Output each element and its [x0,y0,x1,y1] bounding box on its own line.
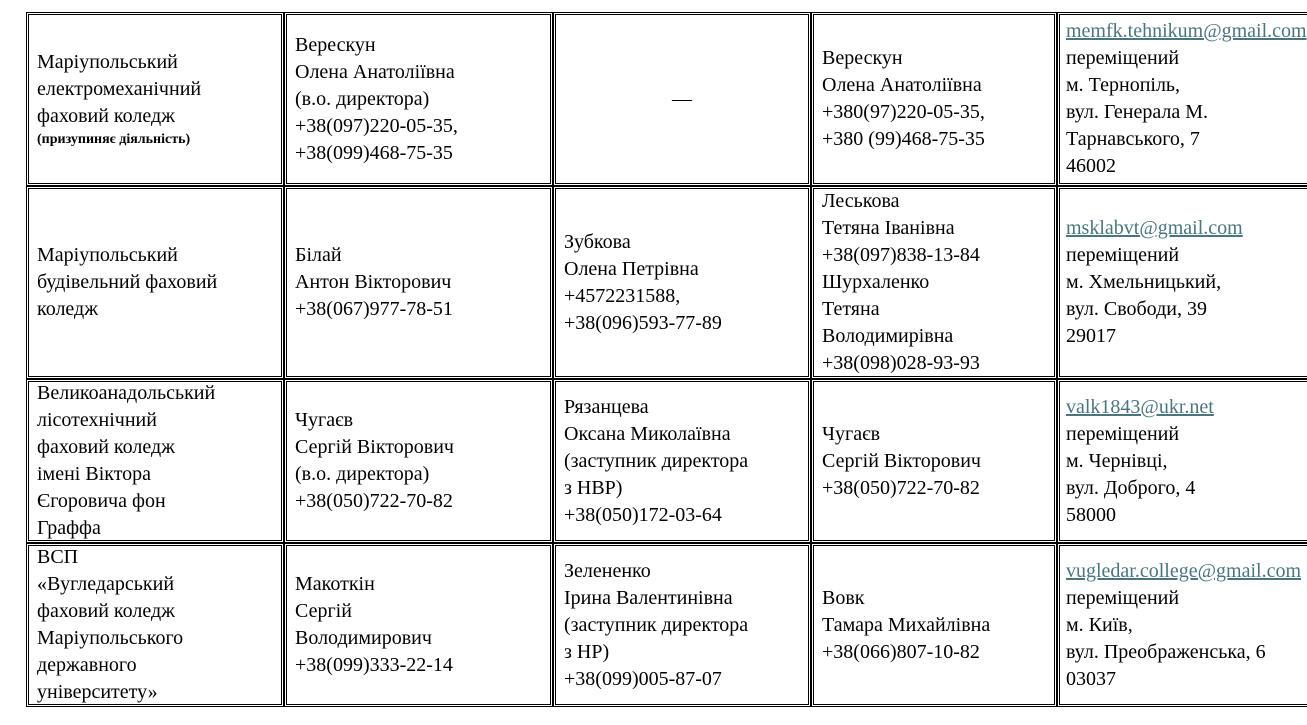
contact-person-cell [811,186,1057,379]
deputy-line: з НВР) [564,476,623,499]
contact-line: Володимирівна [822,325,954,347]
deputy-line: Олена Петрівна [564,257,699,280]
contact-line: +38(066)807-10-82 [822,640,980,663]
address-line: м. Тернопіль, [1066,74,1181,96]
deputy-line: Ірина Валентинівна [564,586,733,609]
director-cell [284,186,553,379]
contact-line: Тетяна [822,298,880,320]
contact-person-cell [811,379,1057,543]
deputy-line: Зелененко [564,559,651,582]
director-line: (в.о. директора) [295,463,430,485]
director-line: Сергій [295,600,352,622]
college-name-line: «Вугледарський [37,573,175,595]
director-cell [284,543,553,707]
college-name-line: Граффа [37,517,101,539]
director-cell [284,379,553,543]
college-name-cell [26,543,284,707]
deputy-line: +38(099)005-87-07 [564,667,722,690]
contact-line: Сергій Вікторович [822,449,981,472]
address-line: 29017 [1066,325,1116,347]
director-line: +38(067)977-78-51 [295,298,453,320]
director-line: +38(050)722-70-82 [295,490,453,512]
deputy-line: з НР) [564,640,610,663]
contact-line: Вовк [822,586,865,609]
contact-line: Тамара Михайлівна [822,613,991,636]
table-row [26,12,1307,186]
contact-line: Олена Анатоліївна [822,74,982,96]
college-name-line: Маріупольський [37,244,178,266]
college-name-line: електромеханічний [37,77,202,100]
deputy-line: Оксана Миколаївна [564,422,731,445]
table-row [26,186,1307,379]
college-name-line: університету» [37,681,158,703]
email-link[interactable]: valk1843@ukr.net [1066,395,1214,418]
table-row [26,543,1307,707]
college-name-cell [26,379,284,543]
deputy-line: Рязанцева [564,395,649,418]
email-link[interactable]: msklabvt@gmail.com [1066,217,1243,239]
director-line: Чугаєв [295,409,354,431]
director-line: Макоткін [295,573,375,595]
deputy-line: +38(096)593-77-89 [564,311,722,334]
colleges-table [26,12,1307,707]
college-name-line: Великоанадольський [37,382,216,404]
contact-person-cell [811,543,1057,707]
college-name-cell [26,186,284,379]
address-line: 03037 [1066,667,1116,690]
deputy-line: Зубкова [564,230,631,253]
contact-line: Верескун [822,47,903,69]
college-name-line: лісотехнічний [37,409,157,431]
address-line: переміщений [1066,244,1180,266]
college-name-line: державного [37,654,137,676]
address-line: м. Хмельницький, [1066,271,1222,293]
contact-line: Чугаєв [822,422,881,445]
director-line: +38(099)333-22-14 [295,654,453,676]
college-name-line: Маріупольський [37,50,178,73]
address-line: 46002 [1066,155,1116,177]
college-name-line: фаховий коледж [37,104,175,127]
director-line: +38(097)220-05-35, [295,114,458,137]
director-line: Білай [295,244,342,266]
contact-line: +38(097)838-13-84 [822,244,980,266]
address-cell [1057,543,1307,707]
college-status-note: (призупиняє діяльність) [37,131,191,147]
email-link[interactable]: memfk.tehnikum@gmail.com [1066,20,1307,42]
college-name-line: імені Віктора [37,463,152,485]
contact-line: Леськова [822,190,900,212]
email-link[interactable]: vugledar.college@gmail.com [1066,559,1302,582]
address-line: м. Київ, [1066,613,1133,636]
contact-line: Шурхаленко [822,271,930,293]
college-name-cell [26,12,284,186]
deputy-cell [553,12,811,186]
contact-person-cell [811,12,1057,186]
director-line: Сергій Вікторович [295,436,454,458]
director-cell [284,12,553,186]
contact-line: +38(098)028-93-93 [822,352,980,374]
deputy-line: +4572231588, [564,284,681,307]
address-line: вул. Генерала М. [1066,101,1209,123]
contact-line: +380(97)220-05-35, [822,101,985,123]
deputy-line: +38(050)172-03-64 [564,503,722,526]
address-line: вул. Преображенська, 6 [1066,640,1266,663]
address-line: вул. Доброго, 4 [1066,476,1196,499]
contact-line: Тетяна Іванівна [822,217,955,239]
college-name-line: фаховий коледж [37,600,175,622]
address-line: вул. Свободи, 39 [1066,298,1207,320]
director-line: +38(099)468-75-35 [295,141,453,164]
college-name-line: Єгоровича фон [37,490,166,512]
address-line: переміщений [1066,586,1180,609]
address-line: переміщений [1066,47,1180,69]
director-line: (в.о. директора) [295,87,430,110]
college-name-line: Маріупольського [37,627,184,649]
table-row [26,379,1307,543]
address-cell [1057,12,1307,186]
address-line: 58000 [1066,503,1116,526]
empty-dash: — [672,87,692,110]
deputy-cell [553,543,811,707]
address-line: переміщений [1066,422,1180,445]
college-name-line: фаховий коледж [37,436,175,458]
deputy-cell [553,186,811,379]
address-cell [1057,379,1307,543]
address-line: Тарнавського, 7 [1066,128,1200,150]
contact-line: +38(050)722-70-82 [822,476,980,499]
college-name-line: коледж [37,298,99,320]
director-line: Олена Анатоліївна [295,60,455,83]
college-name-line: будівельний фаховий [37,271,218,293]
director-line: Володимирович [295,627,432,649]
deputy-line: (заступник директора [564,449,749,472]
address-cell [1057,186,1307,379]
college-name-line: ВСП [37,546,79,568]
director-line: Антон Вікторович [295,271,452,293]
address-line: м. Чернівці, [1066,449,1168,472]
deputy-cell [553,379,811,543]
deputy-line: (заступник директора [564,613,749,636]
contact-line: +380 (99)468-75-35 [822,128,985,150]
director-line: Верескун [295,33,376,56]
